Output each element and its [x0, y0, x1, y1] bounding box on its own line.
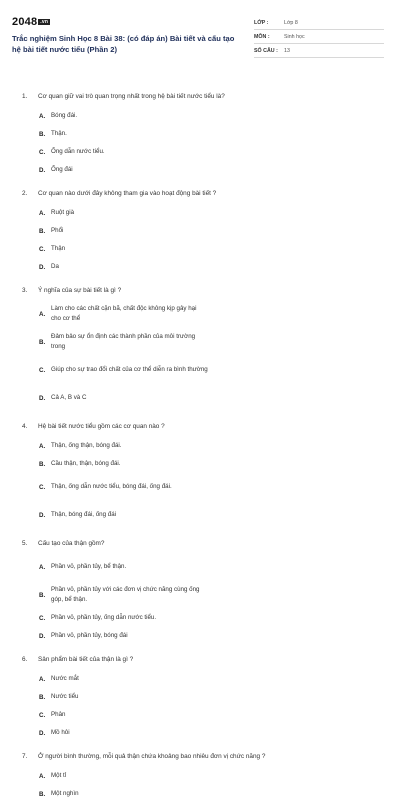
option-text: Phổi — [51, 227, 64, 234]
question-4 — [12, 420, 388, 537]
options — [12, 300, 388, 412]
meta-label: LỚP : — [254, 19, 269, 26]
option-text: Thận. — [51, 130, 67, 137]
question-number: 3. — [22, 286, 28, 294]
option-letter: A. — [39, 209, 46, 217]
option-b[interactable] — [39, 455, 214, 473]
meta-row-subject — [254, 30, 384, 44]
option-text: Cả A, B và C — [51, 394, 87, 401]
options — [12, 767, 388, 803]
meta-value: Lớp 8 — [284, 19, 298, 26]
option-text: Da — [51, 263, 59, 270]
question-text: Hệ bài tiết nước tiểu gồm các cơ quan nào ? — [38, 422, 165, 430]
option-letter: D. — [39, 394, 46, 402]
option-letter: A. — [39, 675, 46, 683]
option-d[interactable] — [39, 501, 214, 529]
option-b[interactable] — [39, 222, 214, 240]
options — [12, 670, 388, 742]
option-text: Thận, ống thận, bóng đái. — [51, 442, 122, 449]
question-stem — [12, 187, 388, 199]
header-left — [12, 16, 240, 60]
question-number: 1. — [22, 92, 28, 100]
option-letter: C. — [39, 614, 46, 622]
question-number: 2. — [22, 189, 28, 197]
option-d[interactable] — [39, 384, 214, 412]
question-text: Ý nghĩa của sự bài tiết là gì ? — [38, 286, 122, 294]
option-text: Cầu thận, thận, bóng đái. — [51, 460, 121, 467]
option-text: Làm cho các chất cặn bã, chất độc không kịp gây hại cho cơ thể — [51, 305, 197, 322]
option-text: Ống dẫn nước tiểu. — [51, 148, 105, 155]
option-a[interactable] — [39, 107, 214, 125]
option-a[interactable] — [39, 204, 214, 222]
option-letter: C. — [39, 711, 46, 719]
option-c[interactable] — [39, 143, 214, 161]
option-letter: A. — [39, 772, 46, 780]
option-b[interactable] — [39, 688, 214, 706]
option-c[interactable] — [39, 356, 214, 384]
question-number: 5. — [22, 539, 28, 547]
meta-table — [254, 16, 384, 60]
option-letter: B. — [39, 130, 46, 138]
site-logo[interactable] — [12, 16, 240, 28]
option-d[interactable] — [39, 161, 214, 179]
option-a[interactable] — [39, 670, 214, 688]
options — [12, 553, 388, 645]
option-text: Giúp cho sự trao đổi chất của cơ thể diễn ra bình thường — [51, 366, 208, 373]
question-text: Cấu tạo của thận gồm? — [38, 539, 105, 547]
option-letter: C. — [39, 483, 46, 491]
page-title: Trắc nghiệm Sinh Học 8 Bài 38: (có đáp án) Bài tiết và cấu tạo hệ bài tiết nước tiểu (Phần 2) — [12, 34, 235, 54]
option-letter: D. — [39, 729, 46, 737]
logo-text: 2048 — [12, 16, 38, 28]
option-a[interactable] — [39, 437, 214, 455]
option-text: Nước tiểu — [51, 693, 79, 700]
option-c[interactable] — [39, 609, 214, 627]
options — [12, 107, 388, 179]
option-text: Thận — [51, 245, 66, 252]
question-stem — [12, 284, 388, 296]
option-b[interactable] — [39, 785, 214, 803]
logo-domain: .vn — [40, 19, 49, 26]
question-list — [12, 90, 388, 803]
option-text: Ống đái — [51, 166, 73, 173]
question-text: Cơ quan giữ vai trò quan trọng nhất trong hệ bài tiết nước tiểu là? — [38, 92, 225, 100]
option-letter: D. — [39, 511, 46, 519]
option-letter: D. — [39, 166, 46, 174]
option-c[interactable] — [39, 240, 214, 258]
option-letter: C. — [39, 148, 46, 156]
question-stem — [12, 653, 388, 665]
meta-value: Sinh học — [284, 33, 305, 40]
spacer — [12, 645, 388, 653]
meta-row-count — [254, 44, 384, 58]
question-number: 6. — [22, 655, 28, 663]
option-letter: A. — [39, 442, 46, 450]
option-text: Mồ hôi — [51, 729, 70, 736]
spacer — [12, 742, 388, 750]
meta-value: 13 — [284, 47, 290, 54]
option-letter: B. — [39, 693, 46, 701]
option-text: Bóng đái. — [51, 112, 78, 119]
option-b[interactable] — [39, 125, 214, 143]
question-stem — [12, 90, 388, 102]
option-letter: B. — [39, 790, 46, 798]
option-letter: A. — [39, 112, 46, 120]
question-6 — [12, 653, 388, 750]
option-text: Phần vỏ, phần tủy với các đơn vị chức năng cùng ống góp, bể thận. — [51, 586, 200, 603]
option-text: Một tỉ — [51, 772, 67, 779]
option-letter: B. — [39, 591, 46, 599]
option-text: Phần vỏ, phần tủy, ống dẫn nước tiểu. — [51, 614, 157, 621]
option-text: Phần vỏ, phần tủy, bể thận. — [51, 563, 127, 570]
option-b[interactable] — [39, 328, 214, 356]
option-c[interactable] — [39, 473, 214, 501]
question-text: Sản phẩm bài tiết của thận là gì ? — [38, 655, 134, 663]
option-letter: A. — [39, 563, 46, 571]
option-a[interactable] — [39, 553, 214, 581]
option-d[interactable] — [39, 258, 214, 276]
option-a[interactable] — [39, 300, 214, 328]
spacer — [12, 179, 388, 187]
option-d[interactable] — [39, 724, 214, 742]
question-stem — [12, 420, 388, 432]
spacer — [12, 276, 388, 284]
option-text: Đảm bảo sự ổn định các thành phần của môi trường trong — [51, 333, 196, 350]
option-text: Thận, ống dẫn nước tiểu, bóng đái, ống đái. — [51, 483, 172, 490]
option-d[interactable] — [39, 627, 214, 645]
option-letter: A. — [39, 310, 46, 318]
option-text: Phần vỏ, phần tủy, bóng đái — [51, 632, 128, 639]
question-number: 7. — [22, 752, 28, 760]
option-b[interactable] — [39, 581, 214, 609]
option-letter: C. — [39, 366, 46, 374]
question-7 — [12, 750, 388, 803]
meta-label: SỐ CÂU : — [254, 47, 278, 54]
option-a[interactable] — [39, 767, 214, 785]
page-header — [12, 0, 388, 60]
question-5 — [12, 537, 388, 653]
meta-row-class — [254, 16, 384, 30]
question-stem — [12, 537, 388, 549]
option-text: Ruột già — [51, 209, 75, 216]
option-letter: B. — [39, 338, 46, 346]
question-3 — [12, 284, 388, 420]
option-letter: C. — [39, 245, 46, 253]
question-2 — [12, 187, 388, 284]
option-text: Thận, bóng đái, ống đái — [51, 511, 117, 518]
meta-label: MÔN : — [254, 33, 270, 40]
option-letter: B. — [39, 227, 46, 235]
option-letter: D. — [39, 263, 46, 271]
option-letter: B. — [39, 460, 46, 468]
option-letter: D. — [39, 632, 46, 640]
options — [12, 204, 388, 276]
question-number: 4. — [22, 422, 28, 430]
option-c[interactable] — [39, 706, 214, 724]
question-stem — [12, 750, 388, 762]
question-1 — [12, 90, 388, 187]
spacer — [12, 529, 388, 537]
options — [12, 437, 388, 529]
option-text: Một nghìn — [51, 790, 79, 797]
spacer — [12, 412, 388, 420]
option-text: Phân — [51, 711, 66, 718]
option-text: Nước mắt — [51, 675, 79, 682]
question-text: Cơ quan nào dưới đây không tham gia vào hoạt động bài tiết ? — [38, 189, 217, 197]
question-text: Ở người bình thường, mỗi quả thận chứa khoảng bao nhiêu đơn vị chức năng ? — [38, 752, 266, 760]
